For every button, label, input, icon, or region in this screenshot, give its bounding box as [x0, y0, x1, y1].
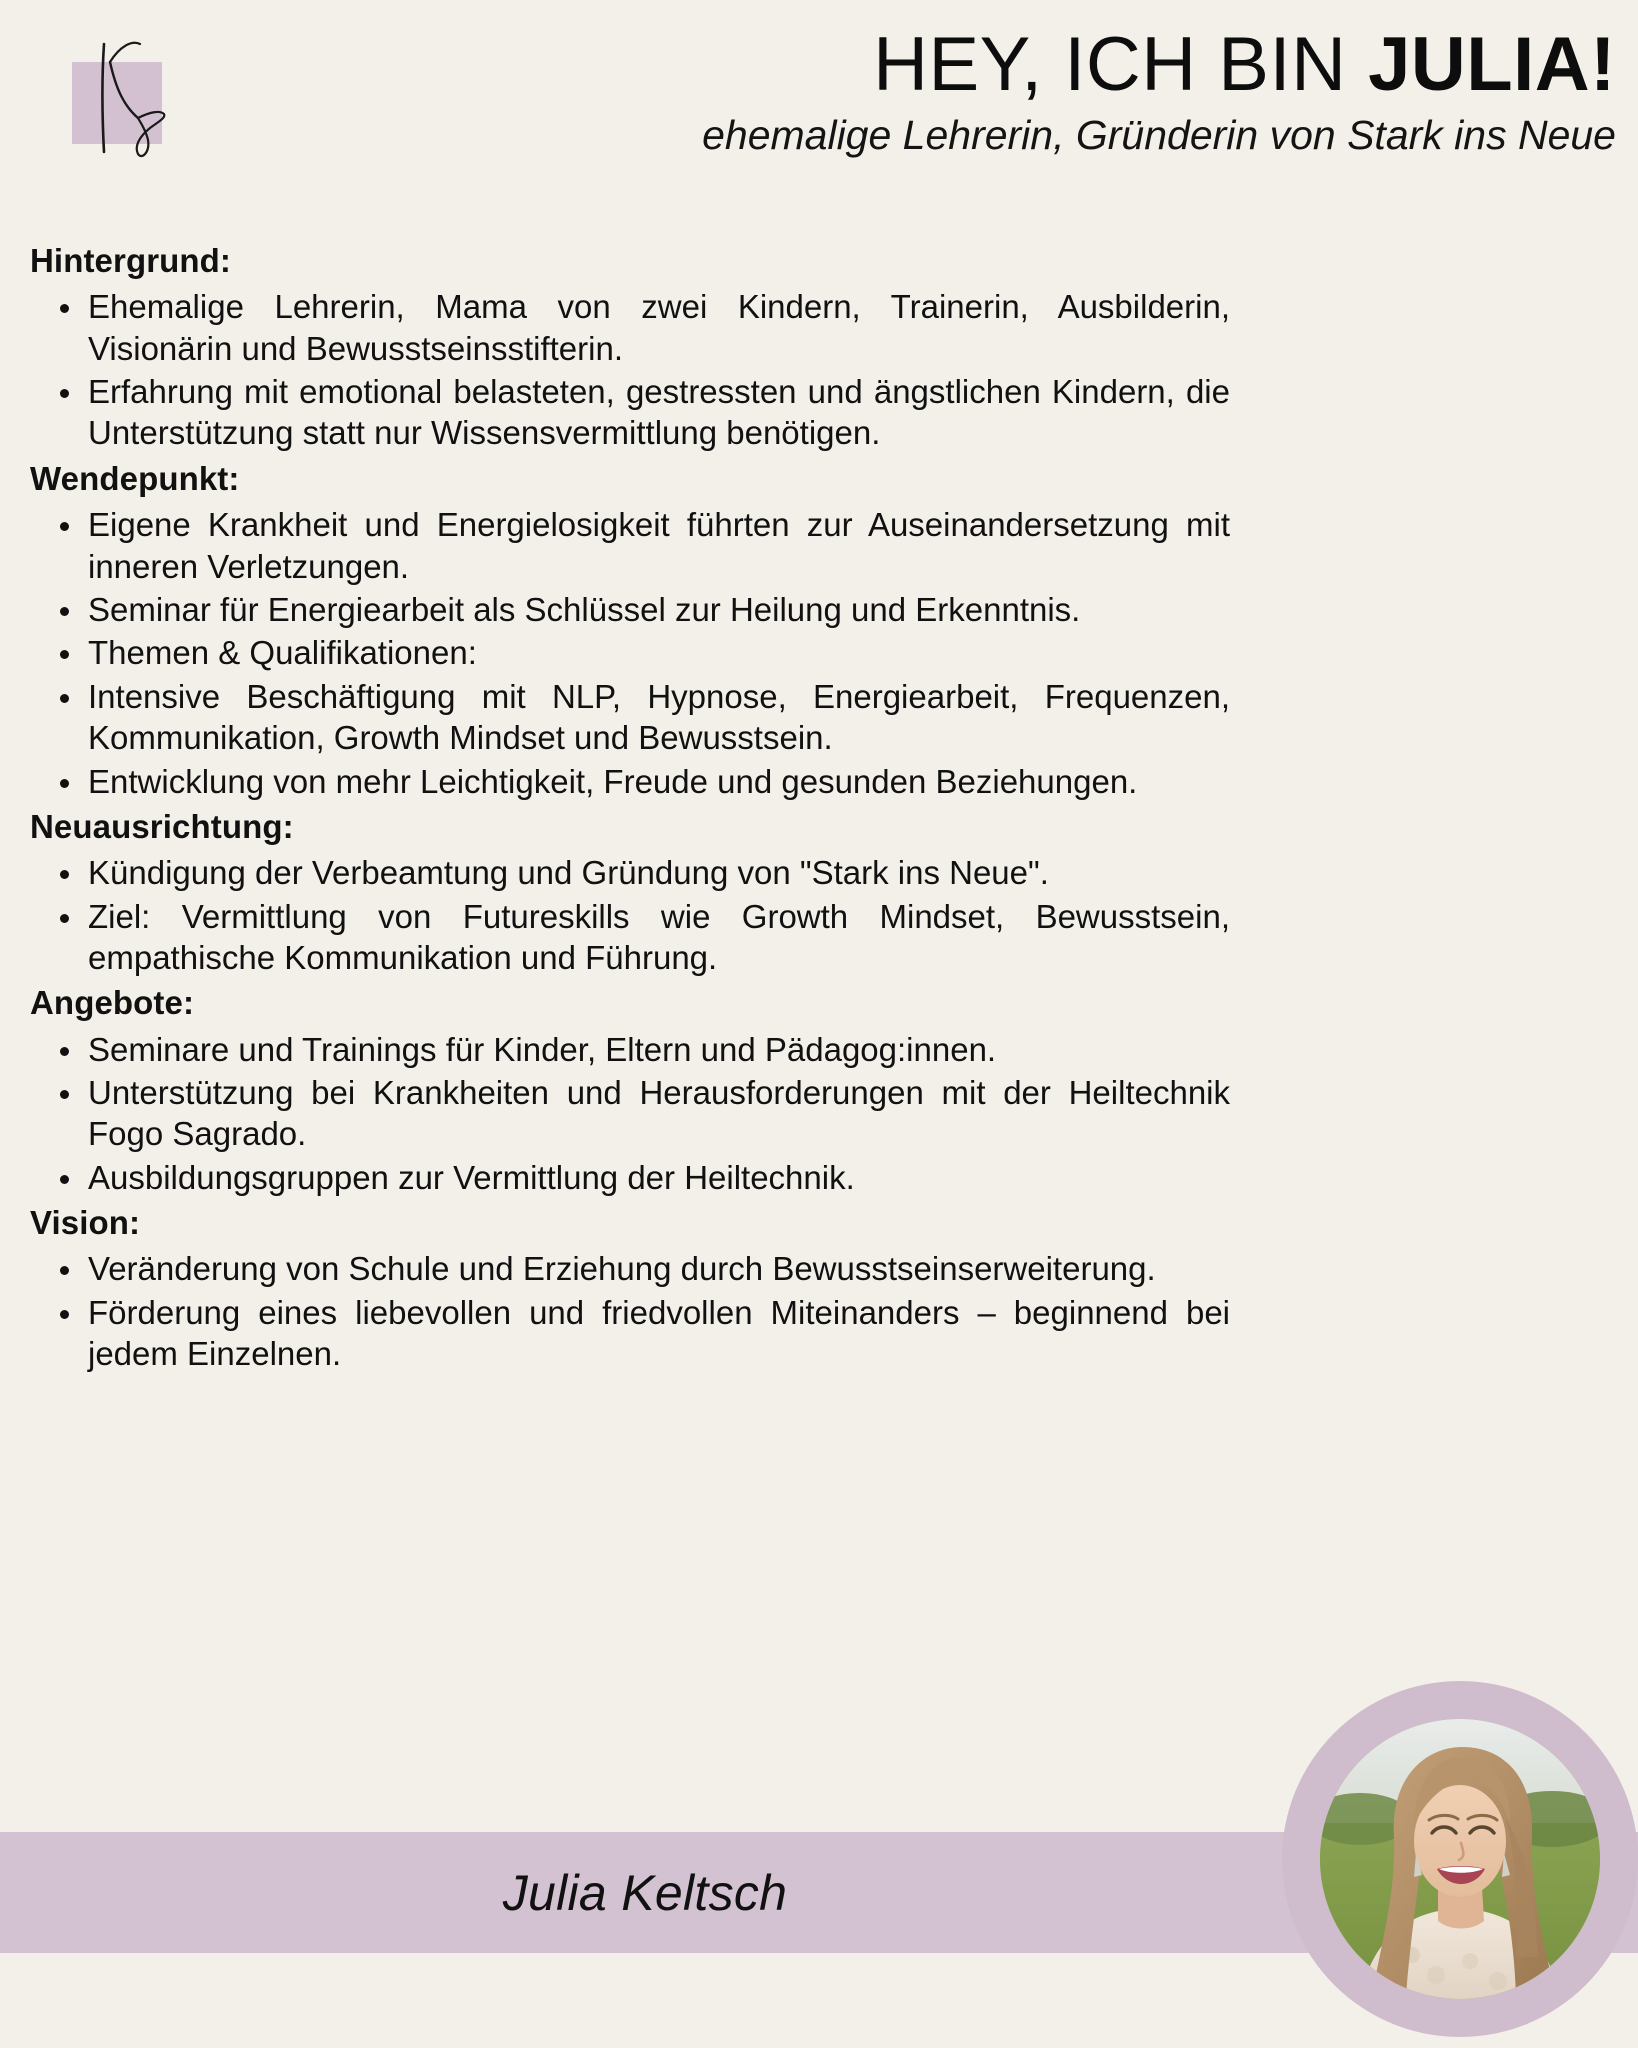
bullet-list: [30, 504, 1230, 802]
list-item: Veränderung von Schule und Erziehung durch Bewusstseinserweiterung.: [30, 1248, 1230, 1289]
title-bold: JULIA!: [1368, 22, 1616, 107]
document-header: [0, 0, 1638, 215]
page-subtitle: ehemalige Lehrerin, Gründerin von Stark ins Neue: [702, 112, 1616, 159]
section-heading: Neuausrichtung:: [30, 807, 294, 845]
list-item: Entwicklung von mehr Leichtigkeit, Freude und gesunden Beziehungen.: [30, 761, 1230, 802]
list-item: Ziel: Vermittlung von Futureskills wie Growth Mindset, Bewusstsein, empathische Kommunikation und Führung.: [30, 896, 1230, 979]
list-item: Intensive Beschäftigung mit NLP, Hypnose, Energiearbeit, Frequenzen, Kommunikation, Growth Mindset und Bewusstsein.: [30, 676, 1230, 759]
list-item: Seminar für Energiearbeit als Schlüssel zur Heilung und Erkenntnis.: [30, 589, 1230, 630]
section-angebote: [30, 982, 1230, 1198]
section-neuausrichtung: [30, 806, 1230, 978]
page-title: [356, 22, 1616, 107]
document-body: [30, 240, 1230, 1379]
list-item: Seminare und Trainings für Kinder, Eltern und Pädagog:innen.: [30, 1029, 1230, 1070]
list-item: Unterstützung bei Krankheiten und Herausforderungen mit der Heiltechnik Fogo Sagrado.: [30, 1072, 1230, 1155]
avatar-photo: [1320, 1719, 1600, 1999]
list-item: Eigene Krankheit und Energielosigkeit führten zur Auseinandersetzung mit inneren Verletzungen.: [30, 504, 1230, 587]
section-heading: Wendepunkt:: [30, 459, 240, 497]
list-item: Erfahrung mit emotional belasteten, gestressten und ängstlichen Kindern, die Unterstützung statt nur Wissensvermittlung benötigen.: [30, 371, 1230, 454]
title-plain: HEY, ICH BIN: [873, 22, 1369, 107]
list-item: Ausbildungsgruppen zur Vermittlung der Heiltechnik.: [30, 1157, 1230, 1198]
bullet-list: [30, 1248, 1230, 1374]
brand-logo: [66, 34, 186, 159]
bullet-list: [30, 852, 1230, 978]
section-heading: Vision:: [30, 1204, 141, 1242]
section-hintergrund: [30, 240, 1230, 454]
portrait-illustration-icon: [1320, 1719, 1600, 1999]
avatar: [1282, 1681, 1638, 2048]
list-item: Kündigung der Verbeamtung und Gründung von "Stark ins Neue".: [30, 852, 1230, 893]
monogram-k-icon: [66, 34, 186, 159]
section-heading: Angebote:: [30, 984, 195, 1022]
list-item: Ehemalige Lehrerin, Mama von zwei Kindern, Trainerin, Ausbilderin, Visionärin und Bewusstseinsstifterin.: [30, 286, 1230, 369]
bullet-list: [30, 286, 1230, 454]
section-vision: [30, 1202, 1230, 1374]
author-name: Julia Keltsch: [502, 1864, 788, 1921]
section-wendepunkt: [30, 458, 1230, 802]
list-item: Themen & Qualifikationen:: [30, 632, 1230, 673]
bullet-list: [30, 1029, 1230, 1199]
section-heading: Hintergrund:: [30, 242, 232, 279]
header-text-block: [356, 22, 1616, 159]
list-item: Förderung eines liebevollen und friedvollen Miteinanders – beginnend bei jedem Einzelnen.: [30, 1292, 1230, 1375]
